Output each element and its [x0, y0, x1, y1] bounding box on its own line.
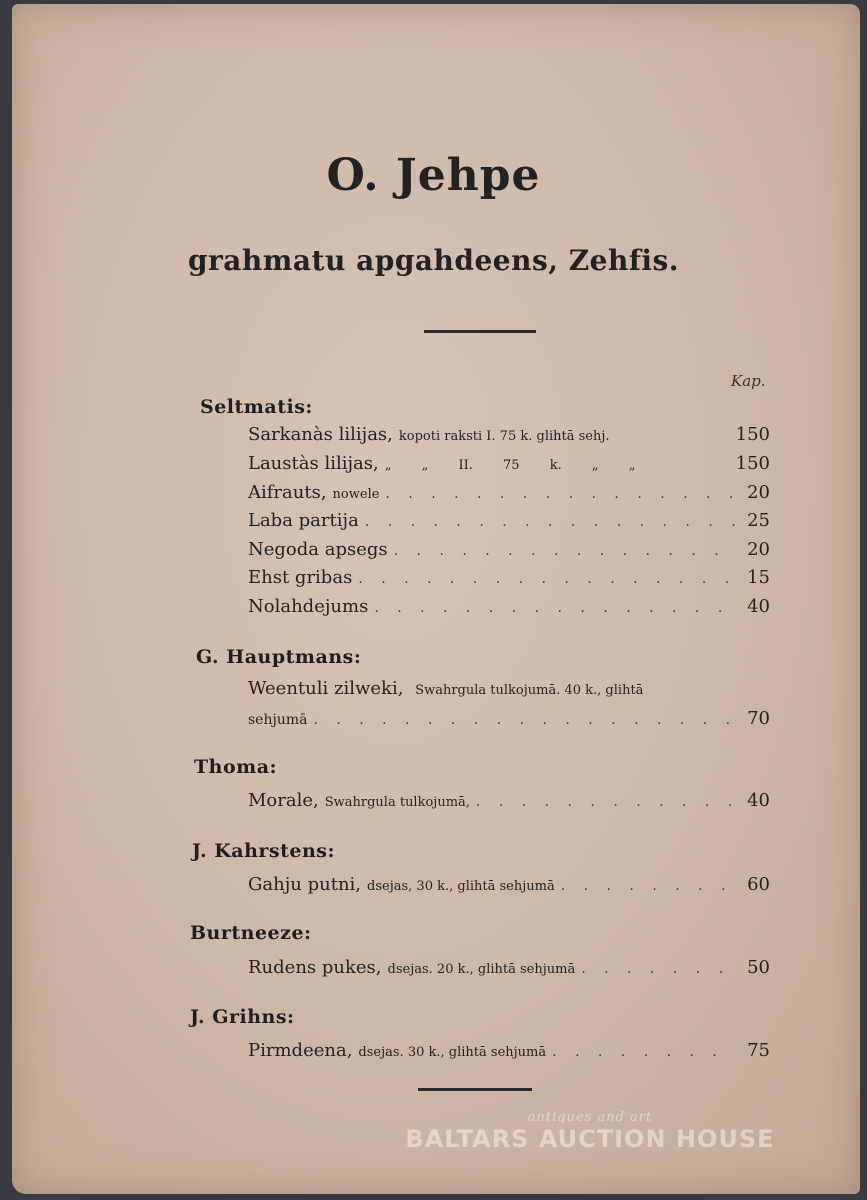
list-item	[248, 874, 770, 902]
divider-bottom	[418, 1088, 532, 1091]
divider-top	[424, 330, 536, 333]
leader-dots	[313, 712, 736, 728]
book-note: nowele	[332, 487, 380, 502]
book-price: 25	[747, 510, 770, 531]
leader-dots	[581, 961, 736, 977]
book-note: „ „ II. 75 k. „ „	[384, 458, 636, 473]
book-price: 40	[747, 790, 770, 811]
book-note: dsejas. 30 k., glihtā sehjumā	[358, 1045, 547, 1060]
author-heading: J. Kahrstens:	[192, 840, 335, 862]
book-note: dsejas. 20 k., glihtā sehjumā	[387, 962, 576, 977]
list-item	[248, 482, 770, 510]
book-price: 20	[747, 482, 770, 503]
leader-dots	[394, 543, 736, 559]
book-title: Ehst gribas	[248, 567, 353, 588]
auction-watermark	[390, 1110, 790, 1153]
book-price: 15	[747, 567, 770, 588]
leader-dots	[561, 878, 736, 894]
book-note: Swahrgula tulkojumā. 40 k., glihtā	[415, 683, 644, 698]
author-heading: G. Hauptmans:	[196, 646, 362, 668]
book-title: Morale,	[248, 790, 319, 811]
book-price: 150	[735, 453, 770, 474]
book-price: 150	[735, 424, 770, 445]
book-price: 70	[747, 708, 770, 729]
book-title: Nolahdejums	[248, 596, 369, 617]
book-title: Weentuli zilweki,	[248, 678, 404, 699]
leader-dots	[552, 1044, 736, 1060]
book-price: 75	[747, 1040, 770, 1061]
book-price: 50	[747, 957, 770, 978]
list-item	[248, 678, 643, 699]
list-item	[248, 1040, 770, 1068]
book-title: Negoda apsegs	[248, 539, 388, 560]
author-heading: Thoma:	[194, 756, 278, 778]
book-note-continuation: sehjumā	[248, 712, 308, 728]
leader-dots	[365, 514, 736, 530]
book-title: Gahju putni,	[248, 874, 362, 895]
leader-dots	[476, 794, 736, 810]
book-note: Swahrgula tulkojumā,	[324, 795, 470, 810]
list-item	[248, 957, 770, 985]
book-title: Laba partija	[248, 510, 359, 531]
author-heading: Burtneeze:	[190, 922, 312, 944]
watermark-tagline: antiques and art	[527, 1110, 653, 1125]
list-item	[248, 453, 770, 481]
book-note: dsejas, 30 k., glihtā sehjumā	[367, 879, 555, 894]
book-title: Rudens pukes,	[248, 957, 382, 978]
list-item	[248, 424, 770, 452]
author-heading: Seltmatis:	[200, 396, 313, 418]
list-item	[248, 510, 770, 538]
list-item	[248, 567, 770, 595]
price-unit-label: Kap.	[731, 372, 766, 390]
watermark-brand: BALTARS AUCTION HOUSE	[405, 1125, 775, 1153]
list-item	[248, 596, 770, 624]
publisher-subtitle: grahmatu apgahdeens, Zehfis.	[187, 244, 680, 277]
publisher-title: O. Jehpe	[326, 150, 541, 201]
leader-dots	[385, 486, 736, 502]
book-price: 20	[747, 539, 770, 560]
list-item	[248, 708, 770, 736]
book-price: 40	[747, 596, 770, 617]
book-title: Pirmdeena,	[248, 1040, 353, 1061]
book-title: Aifrauts,	[248, 482, 327, 503]
leader-dots	[358, 571, 736, 587]
book-title: Laustàs lilijas,	[248, 453, 379, 474]
list-item	[248, 539, 770, 567]
book-price: 60	[747, 874, 770, 895]
leader-dots	[374, 600, 736, 616]
author-heading: J. Grihns:	[190, 1006, 295, 1028]
list-item	[248, 790, 770, 818]
book-note: kopoti raksti I. 75 k. glihtā sehj.	[398, 429, 610, 444]
book-title: Sarkanàs lilijas,	[248, 424, 393, 445]
